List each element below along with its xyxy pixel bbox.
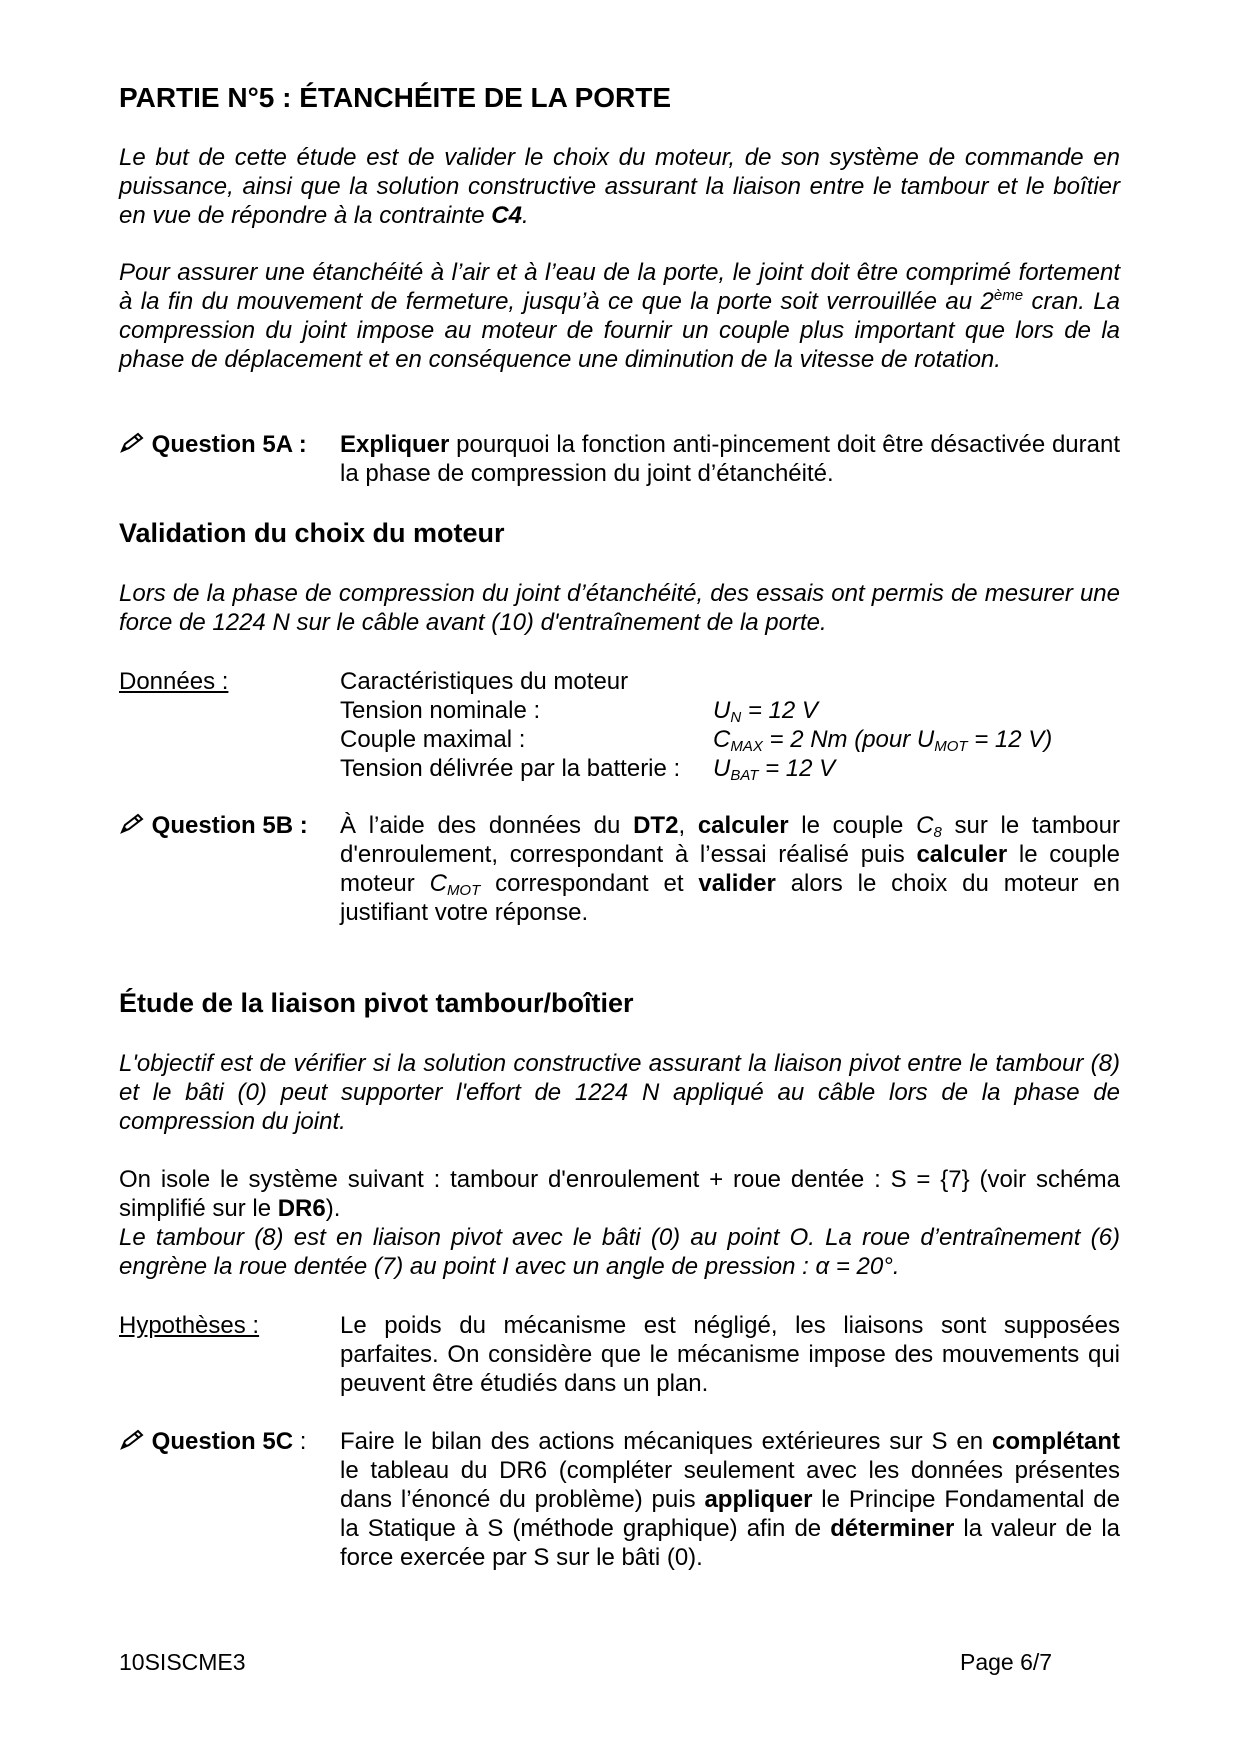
section2-intro: L'objectif est de vérifier si la solution constructive assurant la liaison pivot entre le tambour (8) et le bâti (0) peut supporter l'effort de 1224 N appliqué au câble lors de la phase de compression du joint.: [119, 1050, 1120, 1135]
tension-nominale-value: [713, 696, 818, 725]
q5b-t1: À l’aide des données du: [340, 812, 634, 839]
un-val: = 12 V: [741, 697, 818, 724]
cmax-val: = 2 Nm (pour U: [762, 726, 935, 753]
q5b-t4: sur le tambour d'enroulement, correspondant à l’essai réalisé puis: [340, 812, 1120, 868]
ubat-sub: BAT: [730, 767, 759, 784]
caracteristiques-moteur: Caractéristiques du moteur: [340, 668, 629, 695]
hypotheses-text: Le poids du mécanisme est négligé, les liaisons sont supposées parfaites. On considère que le mécanisme impose des mouvements qui peuvent être étudiés dans un plan.: [340, 1312, 1120, 1397]
q5b-t7: alors le choix du moteur en justifiant votre réponse.: [340, 870, 1120, 926]
couple-max-value: [713, 725, 1052, 754]
q5a-expliquer: Expliquer: [340, 431, 450, 458]
q5b-valider: valider: [698, 870, 776, 897]
question-5b-body: [340, 811, 1120, 927]
constraint-c4: C4: [491, 202, 522, 229]
un-var: U: [713, 697, 731, 724]
tension-batterie-value: [713, 754, 835, 783]
q5a-text: pourquoi la fonction anti-pincement doit être désactivée durant la phase de compression du joint d’étanchéité.: [340, 431, 1120, 487]
isole-dr6: DR6: [277, 1195, 326, 1222]
intro-p1-end: .: [521, 202, 529, 229]
q5b-c8-var: C: [916, 812, 934, 839]
footer-code: 10SISCME3: [119, 1649, 246, 1675]
question-5b-label: [119, 811, 308, 840]
q5b-t2: ,: [678, 812, 698, 839]
intro-p2-text-2: cran. La compression du joint impose au moteur de fournir un couple plus important que lors de la phase de déplacement et en conséquence une diminution de la vitesse de rotation.: [119, 288, 1121, 373]
intro-p1-text: Le but de cette étude est de valider le choix du moteur, de son système de commande en puissance, ainsi que la solution constructive assurant la liaison entre le tambour et le boîtier en vue de répondre à la contrainte: [119, 144, 1120, 229]
q5c-determiner: déterminer: [830, 1515, 955, 1542]
q5b-t3: le couple: [788, 812, 917, 839]
tension-nominale-label: Tension nominale :: [340, 697, 541, 724]
q5b-t6: correspondant et: [480, 870, 699, 897]
umot-sub: MOT: [934, 738, 968, 755]
isole-text: On isole le système suivant : tambour d'enroulement + roue dentée : S = {7} (voir schéma simplifié sur le: [119, 1166, 1120, 1222]
question-5c-label-text: Question 5C: [151, 1428, 294, 1455]
q5b-c8-sub: 8: [933, 824, 942, 841]
intro-paragraph-1: [119, 143, 1120, 230]
q5c-appliquer: appliquer: [704, 1486, 813, 1513]
intro-p2-text: Pour assurer une étanchéité à l’air et à l’eau de la porte, le joint doit être comprimé fortement à la fin du mouvement de fermeture, jusqu’à ce que la porte soit verrouillée au 2: [119, 259, 1120, 315]
q5b-cmot-sub: MOT: [446, 882, 481, 899]
question-5a-label-text: Question 5A :: [151, 431, 307, 458]
isole-end: ).: [325, 1195, 341, 1222]
ubat-var: U: [713, 755, 731, 782]
question-5b-label-text: Question 5B :: [151, 812, 308, 839]
q5b-dt2: DT2: [633, 812, 679, 839]
q5b-cmot-var: C: [429, 870, 447, 897]
question-5c-body: [340, 1427, 1120, 1572]
couple-max-label: Couple maximal :: [340, 726, 526, 753]
un-sub: N: [730, 709, 742, 726]
intro-p2-sup: ème: [993, 287, 1024, 304]
cmax-sub: MAX: [730, 738, 763, 755]
q5c-completant: complétant: [991, 1428, 1120, 1455]
pencil-icon: [119, 813, 145, 835]
q5b-calculer-2: calculer: [916, 841, 1008, 868]
footer-page-number: Page 6/7: [960, 1649, 1053, 1675]
question-5c-colon: :: [293, 1428, 307, 1455]
donnees-label: Données :: [119, 668, 229, 695]
section-heading-moteur: Validation du choix du moteur: [119, 518, 505, 548]
pencil-icon: [119, 432, 145, 454]
ubat-val: = 12 V: [758, 755, 836, 782]
page-title: PARTIE N°5 : ÉTANCHÉITE DE LA PORTE: [119, 82, 672, 113]
q5c-t3: le Principe Fondamental de la Statique à S (méthode graphique) afin de: [340, 1486, 1120, 1542]
section1-intro: Lors de la phase de compression du joint d’étanchéité, des essais ont permis de mesurer une force de 1224 N sur le câble avant (10) d'entraînement de la porte.: [119, 580, 1120, 636]
question-5a-body: [340, 430, 1120, 488]
isolement-text: [119, 1165, 1120, 1223]
q5b-t5: le couple moteur: [340, 841, 1120, 897]
question-5c-label: [119, 1427, 306, 1456]
section-heading-liaison: Étude de la liaison pivot tambour/boîtier: [119, 988, 634, 1018]
tension-batterie-label: Tension délivrée par la batterie :: [340, 755, 681, 782]
tambour-text: Le tambour (8) est en liaison pivot avec le bâti (0) au point O. La roue d’entraînement (6) engrène la roue dentée (7) au point I avec un angle de pression : α = 20°.: [119, 1224, 1120, 1280]
intro-paragraph-2: [119, 258, 1120, 374]
q5c-t1: Faire le bilan des actions mécaniques extérieures sur S en: [340, 1428, 992, 1455]
cmax-var: C: [713, 726, 731, 753]
q5c-t2: le tableau du DR6 (compléter seulement avec les données présentes dans l’énoncé du problème) puis: [340, 1457, 1120, 1513]
question-5a-label: [119, 430, 307, 459]
q5b-calculer-1: calculer: [697, 812, 789, 839]
hypotheses-label: Hypothèses :: [119, 1312, 260, 1339]
q5c-t4: la valeur de la force exercée par S sur le bâti (0).: [340, 1515, 1120, 1571]
cmax-val-2: = 12 V): [967, 726, 1053, 753]
pencil-icon: [119, 1429, 145, 1451]
